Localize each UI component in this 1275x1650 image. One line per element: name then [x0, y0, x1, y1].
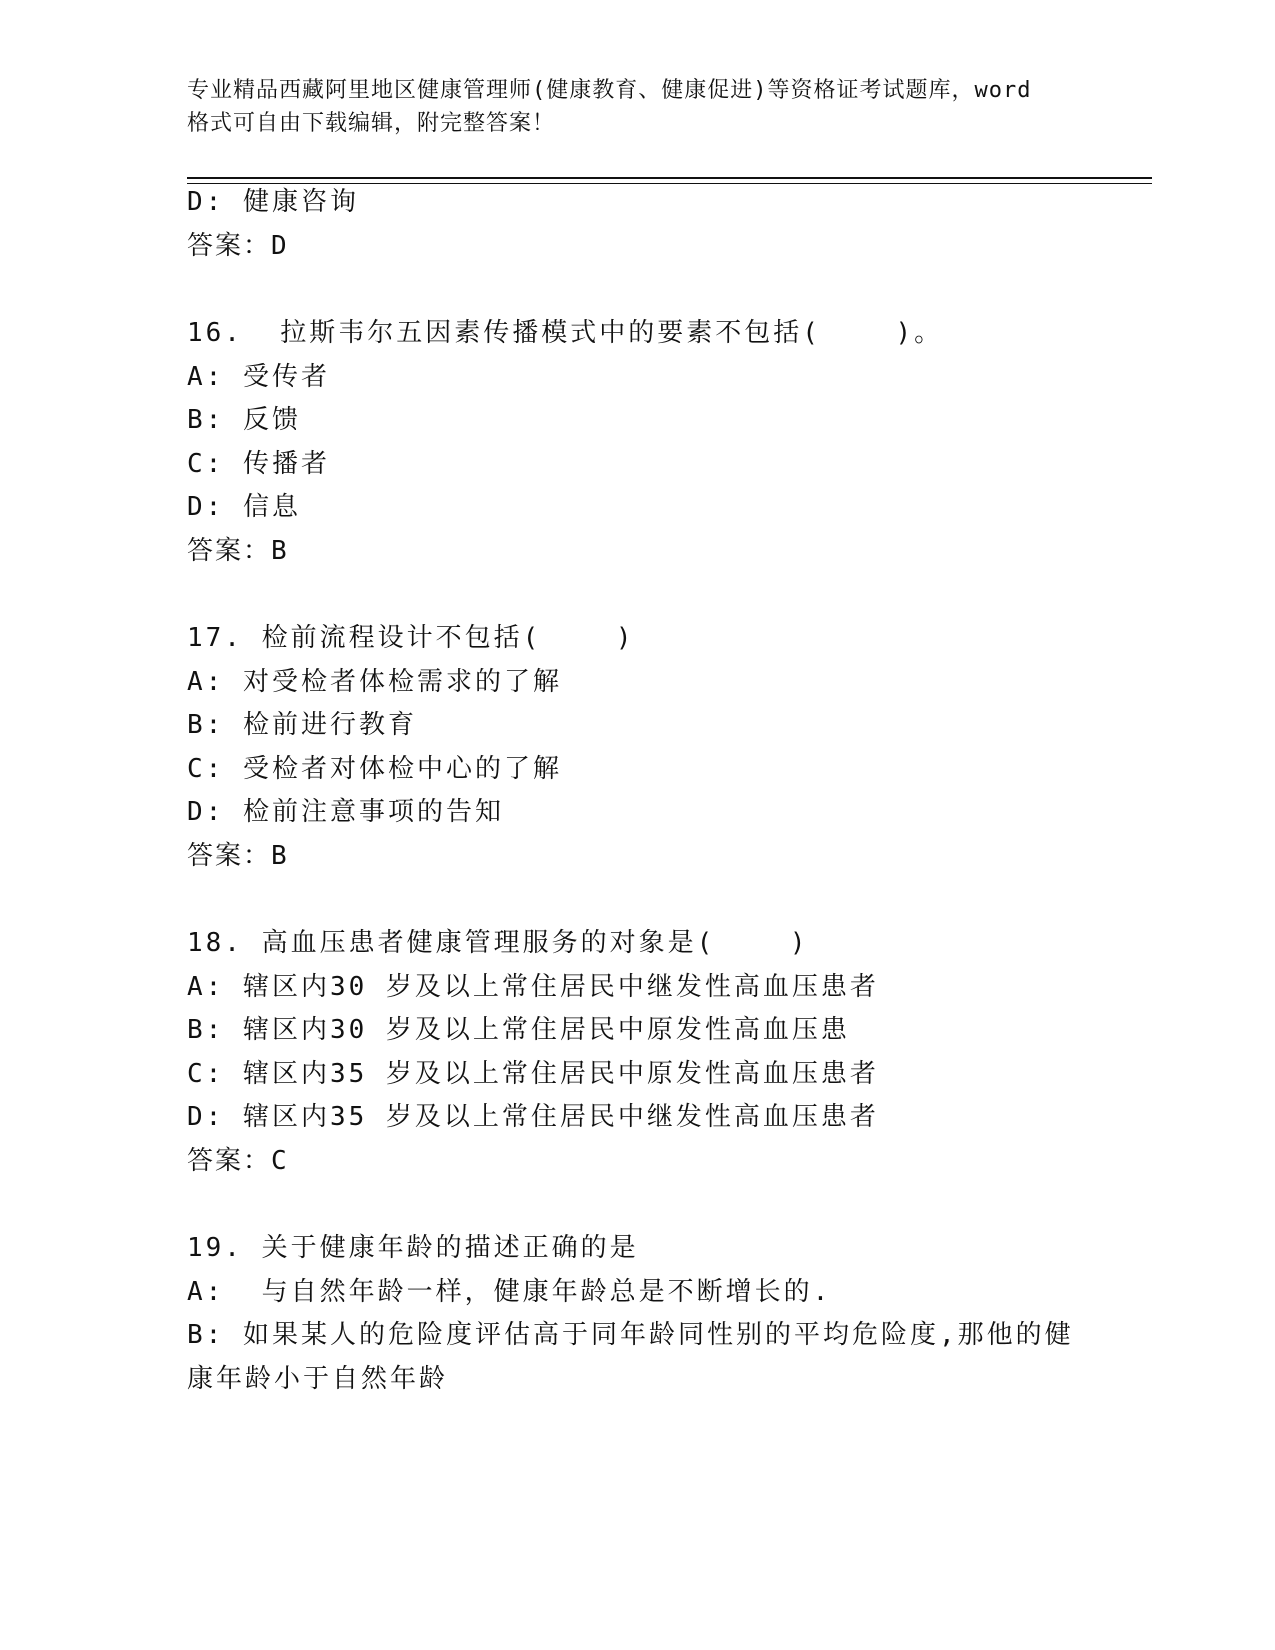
q18-option-d: D: 辖区内35 岁及以上常住居民中继发性高血压患者	[187, 1102, 879, 1132]
q17-answer: 答案：B	[187, 841, 289, 871]
prev-option-d: D: 健康咨询	[187, 187, 359, 217]
q19-option-b-line-1: B: 如果某人的危险度评估高于同年龄同性别的平均危险度,那他的健	[187, 1320, 1074, 1350]
q17-option-a: A: 对受检者体检需求的了解	[187, 667, 562, 697]
q16-option-a: A: 受传者	[187, 362, 330, 392]
q18-option-a: A: 辖区内30 岁及以上常住居民中继发性高血压患者	[187, 972, 879, 1002]
header-rule-thin	[187, 183, 1152, 184]
q19-option-b-line-2: 康年龄小于自然年龄	[187, 1364, 449, 1394]
header-line-1: 专业精品西藏阿里地区健康管理师(健康教育、健康促进)等资格证考试题库，word	[187, 78, 1032, 103]
q17-option-b: B: 检前进行教育	[187, 710, 417, 740]
q19-stem: 19. 关于健康年龄的描述正确的是	[187, 1233, 639, 1263]
q18-answer: 答案：C	[187, 1146, 289, 1176]
prev-answer: 答案：D	[187, 231, 289, 261]
q16-option-c: C: 传播者	[187, 449, 330, 479]
q16-option-b: B: 反馈	[187, 405, 301, 435]
q16-option-d: D: 信息	[187, 492, 301, 522]
q17-option-d: D: 检前注意事项的告知	[187, 797, 504, 827]
q18-option-b: B: 辖区内30 岁及以上常住居民中原发性高血压患	[187, 1015, 850, 1045]
q16-stem: 16. 拉斯韦尔五因素传播模式中的要素不包括( )。	[187, 318, 944, 348]
q19-option-a: A: 与自然年龄一样，健康年龄总是不断增长的.	[187, 1277, 832, 1307]
q17-stem: 17. 检前流程设计不包括( )	[187, 623, 635, 653]
q17-option-c: C: 受检者对体检中心的了解	[187, 754, 562, 784]
q18-stem: 18. 高血压患者健康管理服务的对象是( )	[187, 928, 809, 958]
header-rule-thick	[187, 177, 1152, 179]
document-header	[187, 74, 1087, 140]
header-line-2: 格式可自由下载编辑，附完整答案！	[187, 111, 556, 136]
q16-answer: 答案：B	[187, 536, 289, 566]
q18-option-c: C: 辖区内35 岁及以上常住居民中原发性高血压患者	[187, 1059, 879, 1089]
